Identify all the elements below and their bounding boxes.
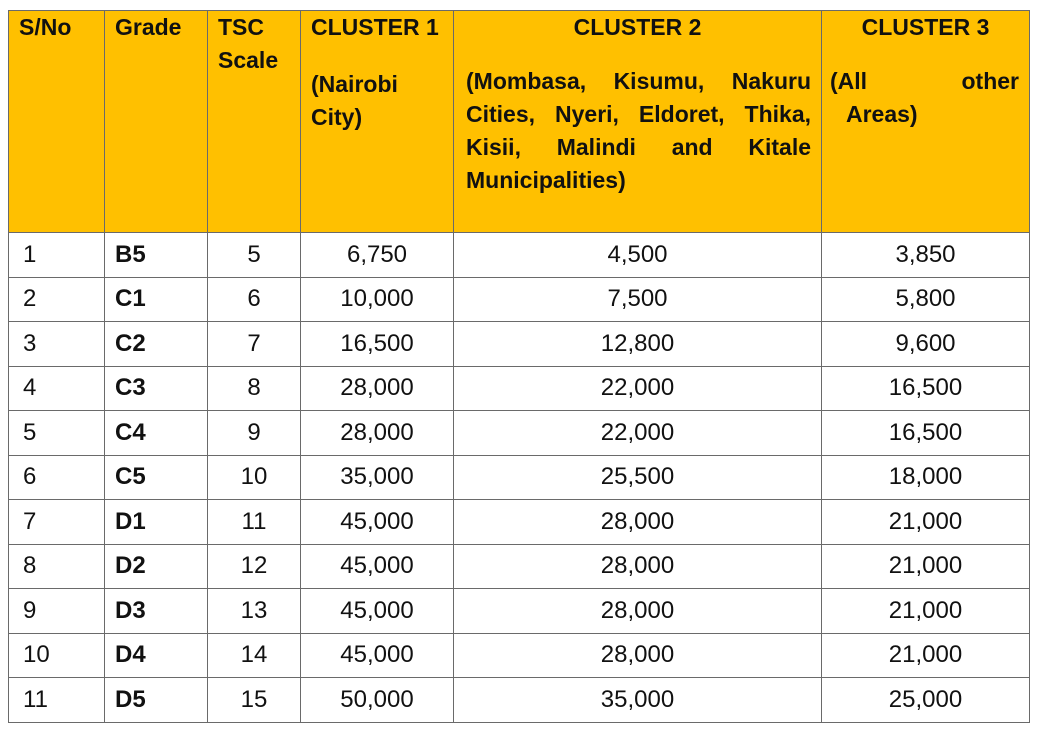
cell-grade: D3: [105, 589, 208, 634]
cell-cluster-1: 45,000: [301, 500, 454, 545]
cell-cluster-3: 25,000: [822, 678, 1030, 723]
cell-cluster-2: 28,000: [454, 500, 822, 545]
cell-sno: 7: [9, 500, 105, 545]
cluster-2-title: CLUSTER 2: [573, 14, 702, 40]
cell-grade: D1: [105, 500, 208, 545]
cell-cluster-2: 4,500: [454, 233, 822, 278]
cell-cluster-3: 9,600: [822, 322, 1030, 367]
allowance-table: [8, 10, 1030, 723]
cell-cluster-3: 21,000: [822, 544, 1030, 589]
header-cluster-3: [822, 11, 1030, 233]
cell-tsc-scale: 11: [208, 500, 301, 545]
table-row: [9, 233, 1030, 278]
table-row: [9, 322, 1030, 367]
cell-grade: C1: [105, 277, 208, 322]
cell-grade: D5: [105, 678, 208, 723]
table-row: [9, 277, 1030, 322]
cell-sno: 3: [9, 322, 105, 367]
cell-cluster-1: 28,000: [301, 411, 454, 456]
cell-cluster-1: 45,000: [301, 633, 454, 678]
table-row: [9, 589, 1030, 634]
cell-tsc-scale: 5: [208, 233, 301, 278]
cell-cluster-1: 45,000: [301, 544, 454, 589]
cell-cluster-3: 21,000: [822, 633, 1030, 678]
cell-grade: B5: [105, 233, 208, 278]
table-row: [9, 678, 1030, 723]
header-tsc-scale: TSC Scale: [208, 11, 301, 233]
cell-sno: 10: [9, 633, 105, 678]
cell-cluster-3: 5,800: [822, 277, 1030, 322]
cell-cluster-3: 18,000: [822, 455, 1030, 500]
cell-cluster-1: 16,500: [301, 322, 454, 367]
table-row: [9, 366, 1030, 411]
table-row: [9, 544, 1030, 589]
cell-sno: 11: [9, 678, 105, 723]
cluster-2-desc: (Mombasa, Kisumu, Nakuru Cities, Nyeri, Eldoret, Thika, Kisii, Malindi and Kitale Municipalities): [466, 68, 811, 193]
cell-cluster-3: 21,000: [822, 500, 1030, 545]
cell-cluster-1: 6,750: [301, 233, 454, 278]
header-grade: Grade: [105, 11, 208, 233]
header-sno: S/No: [9, 11, 105, 233]
header-cluster-2: [454, 11, 822, 233]
cluster-3-desc-a: (All other: [830, 68, 1019, 94]
cell-tsc-scale: 9: [208, 411, 301, 456]
cluster-3-desc-b: Areas): [846, 101, 918, 127]
cell-sno: 4: [9, 366, 105, 411]
cell-tsc-scale: 6: [208, 277, 301, 322]
cell-cluster-1: 50,000: [301, 678, 454, 723]
cluster-3-title: CLUSTER 3: [861, 14, 990, 40]
cell-tsc-scale: 14: [208, 633, 301, 678]
cell-cluster-2: 12,800: [454, 322, 822, 367]
cell-tsc-scale: 7: [208, 322, 301, 367]
cell-cluster-2: 28,000: [454, 633, 822, 678]
cell-cluster-3: 16,500: [822, 366, 1030, 411]
cell-cluster-1: 35,000: [301, 455, 454, 500]
cell-tsc-scale: 8: [208, 366, 301, 411]
cell-cluster-2: 35,000: [454, 678, 822, 723]
cell-cluster-1: 10,000: [301, 277, 454, 322]
cell-cluster-3: 16,500: [822, 411, 1030, 456]
cell-tsc-scale: 15: [208, 678, 301, 723]
cell-sno: 1: [9, 233, 105, 278]
cell-sno: 9: [9, 589, 105, 634]
cell-sno: 5: [9, 411, 105, 456]
table-row: [9, 455, 1030, 500]
cell-cluster-2: 22,000: [454, 411, 822, 456]
table-row: [9, 500, 1030, 545]
cell-grade: D2: [105, 544, 208, 589]
cell-tsc-scale: 12: [208, 544, 301, 589]
cell-grade: C3: [105, 366, 208, 411]
cell-cluster-2: 7,500: [454, 277, 822, 322]
header-row: [9, 11, 1030, 233]
cell-sno: 6: [9, 455, 105, 500]
cell-cluster-2: 22,000: [454, 366, 822, 411]
cluster-1-title: CLUSTER 1: [311, 14, 439, 40]
cell-cluster-2: 28,000: [454, 544, 822, 589]
cell-cluster-1: 28,000: [301, 366, 454, 411]
cell-cluster-3: 3,850: [822, 233, 1030, 278]
cell-grade: D4: [105, 633, 208, 678]
table-row: [9, 411, 1030, 456]
cell-grade: C4: [105, 411, 208, 456]
table-row: [9, 633, 1030, 678]
header-cluster-1: [301, 11, 454, 233]
cell-cluster-1: 45,000: [301, 589, 454, 634]
cell-tsc-scale: 10: [208, 455, 301, 500]
cell-cluster-2: 25,500: [454, 455, 822, 500]
cell-cluster-3: 21,000: [822, 589, 1030, 634]
cluster-1-desc: (Nairobi City): [311, 71, 398, 130]
cell-tsc-scale: 13: [208, 589, 301, 634]
cell-sno: 8: [9, 544, 105, 589]
cell-sno: 2: [9, 277, 105, 322]
cell-grade: C5: [105, 455, 208, 500]
cell-cluster-2: 28,000: [454, 589, 822, 634]
cell-grade: C2: [105, 322, 208, 367]
